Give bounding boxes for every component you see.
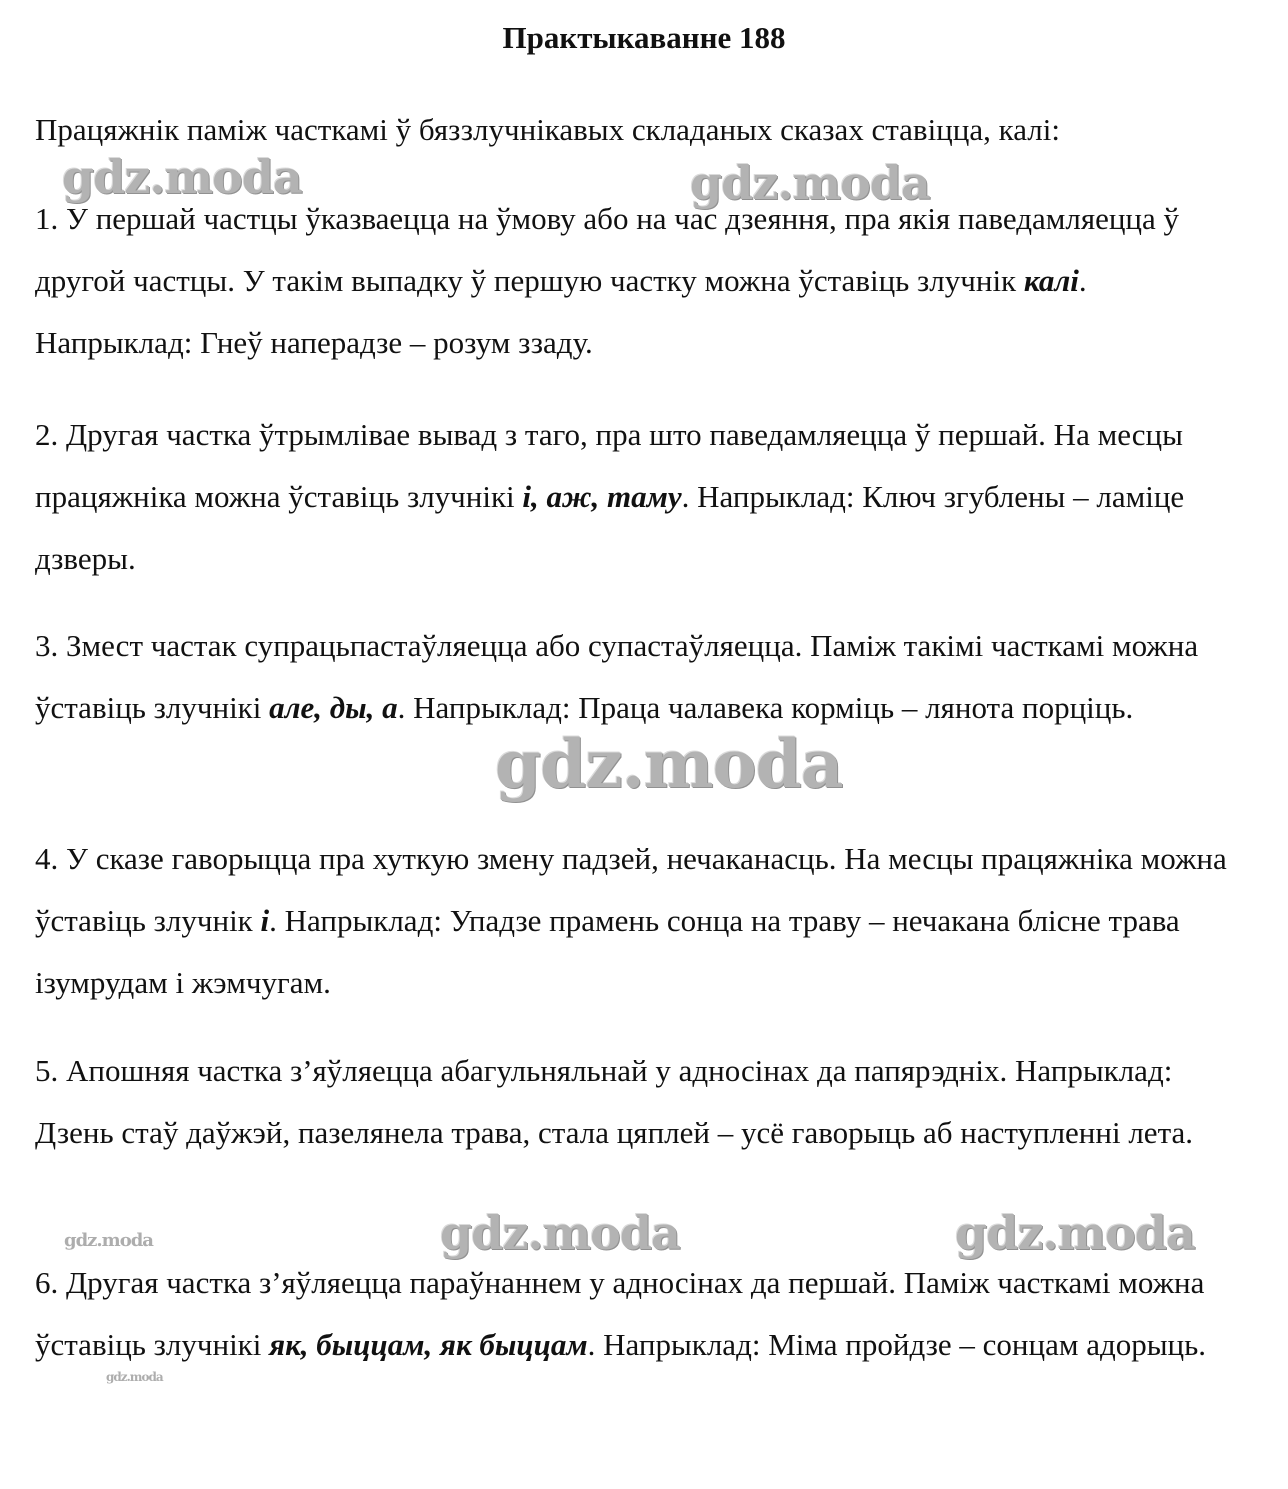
- rule-conjunction: калі: [1023, 263, 1079, 298]
- rule-example: . Напрыклад: Упадзе прамень сонца на траву – нечакана блісне трава ізумрудам і жэмчугам.: [35, 903, 1180, 1000]
- rule-text: 1. У першай частцы ўказваецца на ўмову або на час дзеяння, пра якія паведамляецца ў другой частцы. У такім выпадку ў першую частку можна ўставіць злучнік: [35, 201, 1180, 298]
- watermark: gdz.moda: [106, 1370, 163, 1384]
- rule-conjunction: і: [260, 903, 270, 938]
- rule-example: . Напрыклад: Гнеў наперадзе – розум ззаду.: [35, 263, 1087, 360]
- intro-text: Працяжнік паміж часткамі ў бяззлучнікавых складаных сказах ставіцца, калі:: [35, 112, 1060, 147]
- rule-conjunction: як, быццам, як быццам: [269, 1327, 588, 1362]
- rule-text: 4. У сказе гаворыцца пра хуткую змену падзей, нечаканасць. На месцы працяжніка можна ўставіць злучнік: [35, 841, 1227, 938]
- watermark: gdz.moda: [690, 156, 930, 210]
- watermark: gdz.moda: [495, 725, 843, 803]
- watermark: gdz.moda: [955, 1206, 1195, 1260]
- watermark: gdz.moda: [64, 1230, 153, 1251]
- watermark: gdz.moda: [440, 1206, 680, 1260]
- rule-example: . Напрыклад: Праца чалавека корміць – лянота порціць.: [397, 690, 1134, 725]
- rule-text: 2. Другая частка ўтрымлівае вывад з таго, пра што паведамляецца ў першай. На месцы працяжніка можна ўставіць злучнікі: [35, 417, 1183, 514]
- rule-example: . Напрыклад: Ключ згублены – ламіце дзверы.: [35, 479, 1185, 576]
- rule-item-5: [35, 1040, 1245, 1164]
- watermark: gdz.moda: [62, 150, 302, 204]
- rule-conjunction: але, ды, а: [269, 690, 398, 725]
- rule-example: . Напрыклад: Міма пройдзе – сонцам адорыць.: [587, 1327, 1207, 1362]
- rule-item-2: [35, 404, 1245, 590]
- rule-item-1: [35, 188, 1245, 374]
- rule-item-4: [35, 828, 1245, 1014]
- rule-conjunction: і, аж, таму: [522, 479, 682, 514]
- rule-text: 6. Другая частка з’яўляецца параўнаннем у адносінах да першай. Паміж часткамі можна ўставіць злучнікі: [35, 1265, 1205, 1362]
- rule-text: 5. Апошняя частка з’яўляецца абагульняльнай у адносінах да папярэдніх. Напрыклад: Дзень стаў даўжэй, пазелянела трава, стала цяплей – усё гаворыць аб наступленні лета.: [35, 1053, 1194, 1150]
- rule-text: 3. Змест частак супрацьпастаўляецца або супастаўляецца. Паміж такімі часткамі можна ўставіць злучнікі: [35, 628, 1199, 725]
- rule-item-6: [35, 1252, 1245, 1376]
- rule-item-3: [35, 615, 1245, 739]
- page-title: Практыкаванне 188: [502, 20, 786, 55]
